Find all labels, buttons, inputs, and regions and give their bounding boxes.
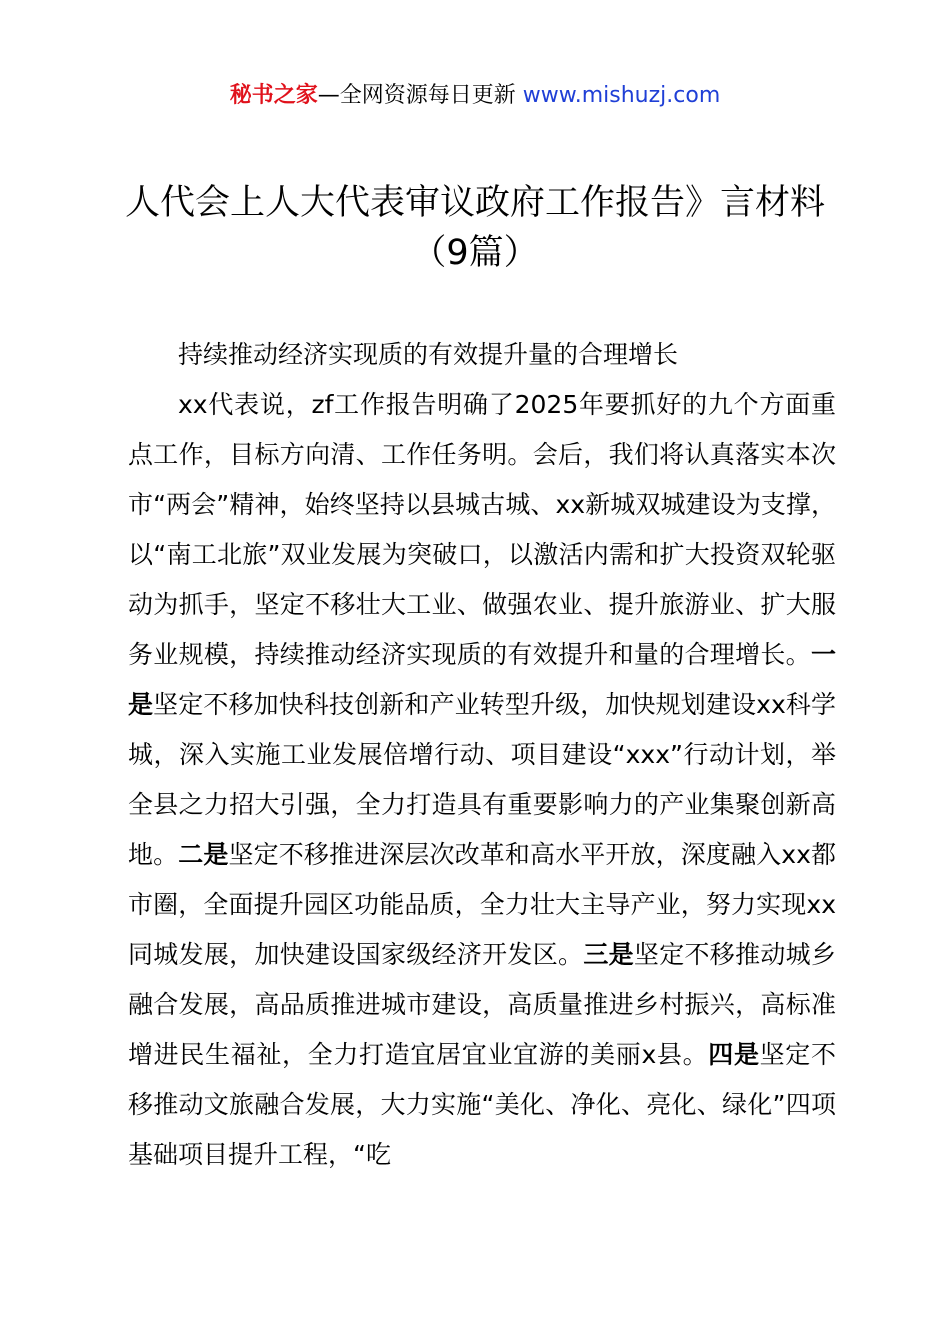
site-url-link[interactable]: www.mishuzj.com (522, 83, 721, 108)
paragraph-text: 坚定不移推动文旅融合发展，大力实施“美化、净化、亮化、绿化”四项基础项目提升工程，“吃 (128, 1040, 836, 1169)
paragraph-text: 坚定不移加快科技创新和产业转型升级，加快规划建设xx科学城，深入实施工业发展倍增行动、项目建设“xxx”行动计划，举全县之力招大引强，全力打造具有重要影响力的产业集聚创新高地。 (128, 690, 836, 869)
document-title (0, 178, 950, 278)
brand-name: 秘书之家 (229, 83, 318, 108)
paragraph-text: xx代表说，zf工作报告明确了2025年要抓好的九个方面重点工作，目标方向清、工作任务明。会后，我们将认真落实本次市“两会”精神，始终坚持以县城古城、xx新城双城建设为支撑，以“南工北旅”双业发展为突破口，以激活内需和扩大投资双轮驱动为抓手，坚定不移壮大工业、做强农业、提升旅游业、扩大服务业规模，持续推动经济实现质的有效提升和量的合理增长。 (128, 390, 836, 669)
emphasis-fourth: 四是 (708, 1040, 760, 1069)
emphasis-third: 三是 (583, 940, 634, 969)
emphasis-second: 二是 (178, 840, 229, 869)
site-banner (0, 80, 950, 112)
title-line-2: （9篇） (411, 233, 539, 273)
document-body (128, 330, 836, 1180)
paragraph-text: 坚定不移推动城乡融合发展，高品质推进城市建设，高质量推进乡村振兴，高标准增进民生福祉，全力打造宜居宜业宜游的美丽x县。 (128, 940, 836, 1069)
section-heading: 持续推动经济实现质的有效提升量的合理增长 (178, 340, 679, 369)
title-line-1: 人代会上人大代表审议政府工作报告》言材料 (124, 183, 825, 223)
emphasis-first: 一是 (128, 640, 836, 719)
paragraph-text: 坚定不移推进深层次改革和高水平开放，深度融入xx都市圈，全面提升园区功能品质，全力壮大主导产业，努力实现xx同城发展，加快建设国家级经济开发区。 (128, 840, 836, 969)
body-paragraph (128, 380, 836, 1180)
banner-tagline: —全网资源每日更新 (317, 83, 523, 108)
